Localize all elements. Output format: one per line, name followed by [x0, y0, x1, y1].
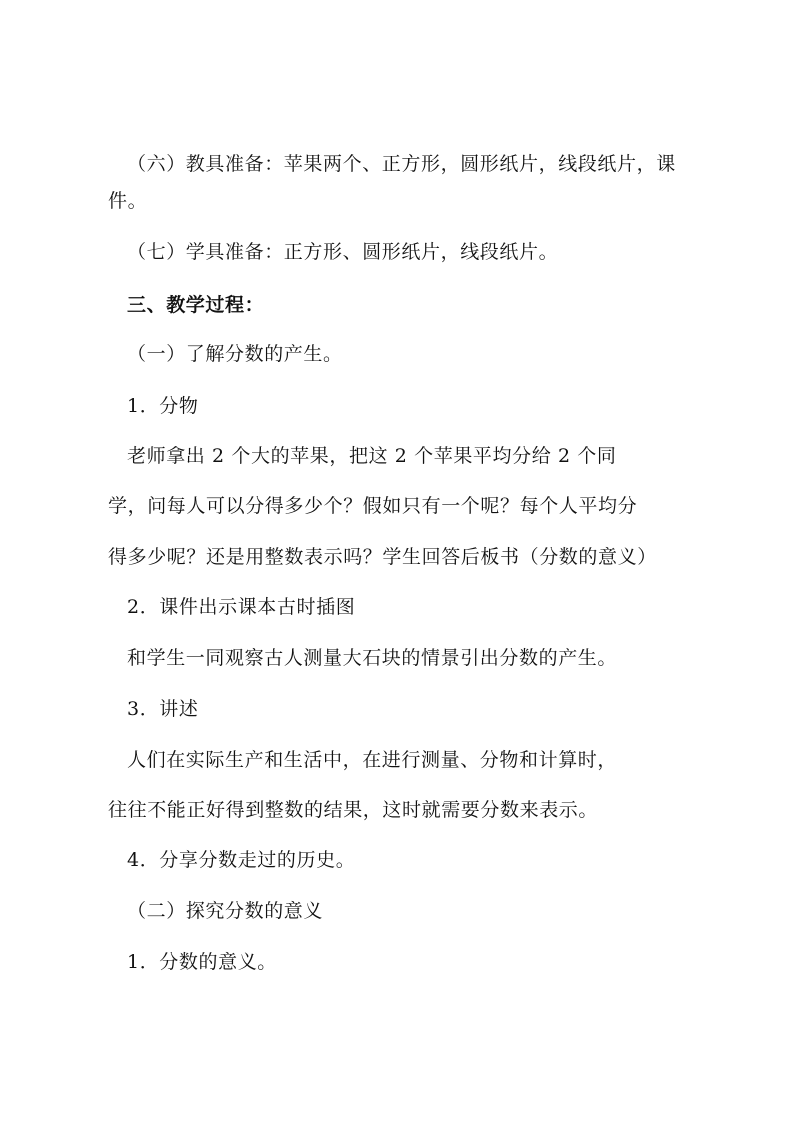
- item-4-history-of-fractions: 4．分享分数走过的历史。: [127, 849, 356, 871]
- paragraph-teaching-aids: （六）教具准备：苹果两个、正方形，圆形纸片，线段纸片，课: [127, 153, 676, 175]
- paragraph-apples-line-2: 学，问每人可以分得多少个？假如只有一个呢？每个人平均分: [108, 495, 638, 517]
- paragraph-narration-line-1: 人们在实际生产和生活中，在进行测量、分物和计算时，: [127, 749, 618, 771]
- subheading-origin-of-fractions: （一）了解分数的产生。: [127, 343, 343, 365]
- paragraph-observe-ancients: 和学生一同观察古人测量大石块的情景引出分数的产生。: [127, 647, 618, 669]
- section-heading-teaching-process: 三、教学过程：: [127, 294, 265, 316]
- item-1-dividing-objects: 1．分物: [127, 395, 199, 417]
- paragraph-student-materials: （七）学具准备：正方形、圆形纸片，线段纸片。: [127, 241, 559, 263]
- item-2-courseware-illustration: 2．课件出示课本古时插图: [127, 596, 356, 618]
- item-1-meaning-of-fractions: 1．分数的意义。: [127, 951, 277, 973]
- item-3-narration: 3．讲述: [127, 698, 199, 720]
- subheading-meaning-of-fractions: （二）探究分数的意义: [127, 900, 324, 922]
- paragraph-narration-line-2: 往往不能正好得到整数的结果，这时就需要分数来表示。: [108, 799, 599, 821]
- paragraph-teaching-aids-continued: 件。: [108, 190, 148, 212]
- paragraph-apples-line-1: 老师拿出 2 个大的苹果，把这 2 个苹果平均分给 2 个同: [127, 445, 617, 467]
- paragraph-apples-line-3: 得多少呢？还是用整数表示吗？学生回答后板书（分数的意义）: [108, 546, 657, 568]
